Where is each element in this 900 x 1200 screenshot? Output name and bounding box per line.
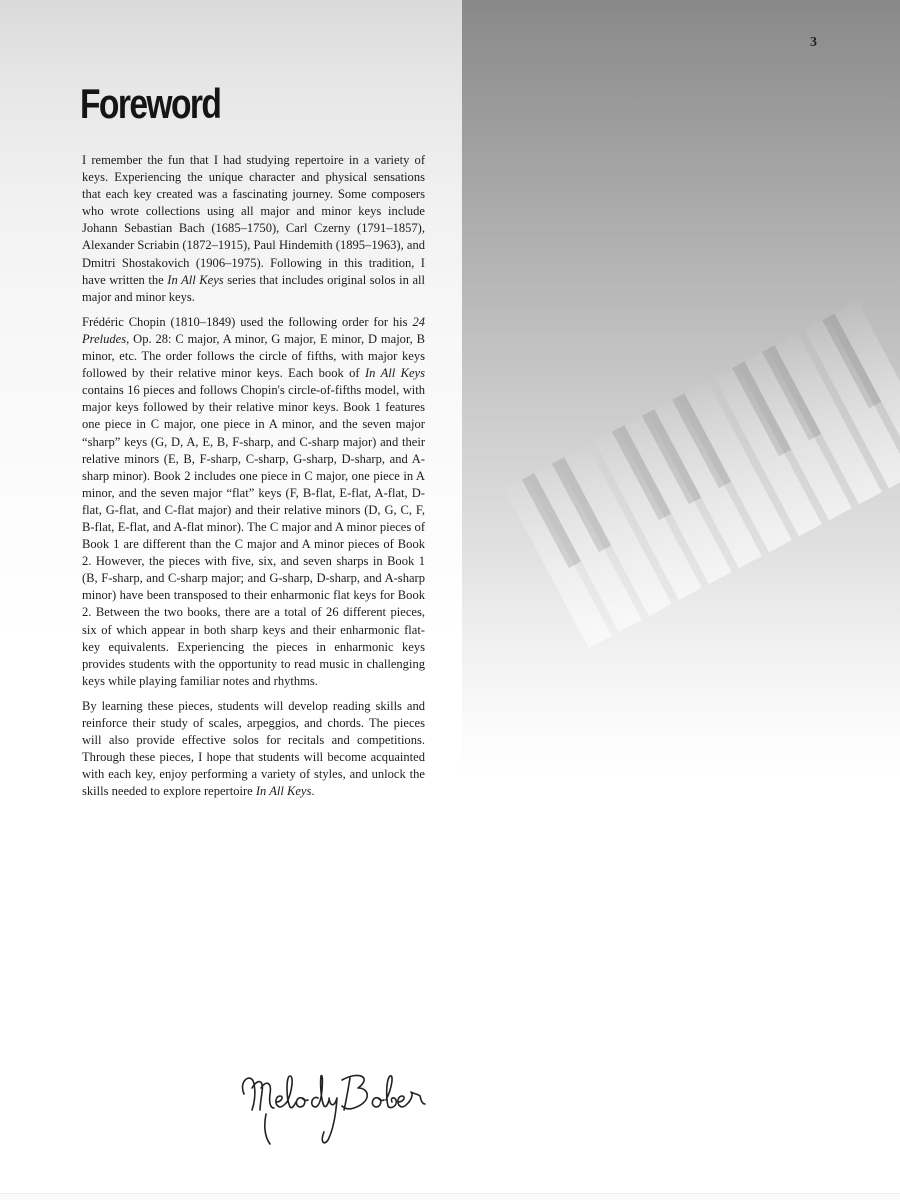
piano-keys-illustration [462,0,900,800]
paragraph-2 [82,314,425,690]
series-title: In All Keys [364,366,425,381]
text-run: contains 16 pieces and follows Chopin's circle-of-fifths model, with major keys followed by their relative minor keys. Book 1 features one piece in C major, one piece in A minor, and the seven major “sharp” keys (G, D, A, E, B, F-sharp, and C-sharp major) and their relative minors (E, B, F-sharp, C-sharp, G-sharp, D-sharp, and A-sharp minor). Book 2 includes one piece in C major, one piece in A minor, and the seven major “flat” keys (F, B-flat, E-flat, A-flat, D-flat, G-flat, and C-flat major) and their relative minors (D, G, C, F, B-flat, E-flat, and A-flat minor). The C major and A minor pieces of Book 1 are different than the C major and A minor pieces of Book 2. However, the pieces with five, six, and seven sharps in Book 1 (B, F-sharp, and C-sharp major; and G-sharp, D-sharp, and A-sharp minor) have been transposed to their enharmonic flat keys for Book 2. Between the two books, there are a total of 26 different pieces, six of which appear in both sharp keys and their enharmonic flat-key equivalents. Experiencing the pieces in enharmonic keys provides students with the opportunity to read music in challenging keys while playing familiar notes and rhythms. [82,383,425,688]
text-run: By learning these pieces, students will develop reading skills and reinforce their study of scales, arpeggios, and chords. The pieces will also provide effective solos for recitals and competitions. Through these pieces, I hope that students will become acquainted with each key, enjoy performing a variety of styles, and unlock the skills needed to explore repertoire [82,698,425,799]
page-number: 3 [810,35,817,50]
series-title: In All Keys [167,272,224,287]
paragraph-1 [82,152,425,306]
text-run: Frédéric Chopin (1810–1849) used the following order for his [82,314,413,329]
text-run: series that includes original solos in all major and minor keys. [82,272,426,304]
work-title: 24 Preludes [82,314,425,346]
paragraph-3 [82,698,425,801]
text-run: . [311,784,315,799]
text-run: , Op. 28: C major, A minor, G major, E minor, D major, B minor, etc. The order follows the circle of fifths, with major keys followed by their relative minor keys. Each book of [82,331,425,381]
foreword-body [82,152,425,800]
series-title: In All Keys [255,784,312,799]
signature-image [230,1058,435,1153]
piano-keys-photo [462,0,900,1200]
text-run: I remember the fun that I had studying repertoire in a variety of keys. Experiencing the unique character and physical sensations that each key created was a fascinating journey. Some composers who wrote collections using all major and minor keys include Johann Sebastian Bach (1685–1750), Carl Czerny (1791–1857), Alexander Scriabin (1872–1915), Paul Hindemith (1895–1963), and Dmitri Shostakovich (1906–1975). Following in this tradition, I have written the [82,153,425,287]
page-bottom-edge [0,1193,900,1200]
page-title: Foreword [80,80,221,127]
author-signature [230,1058,435,1158]
